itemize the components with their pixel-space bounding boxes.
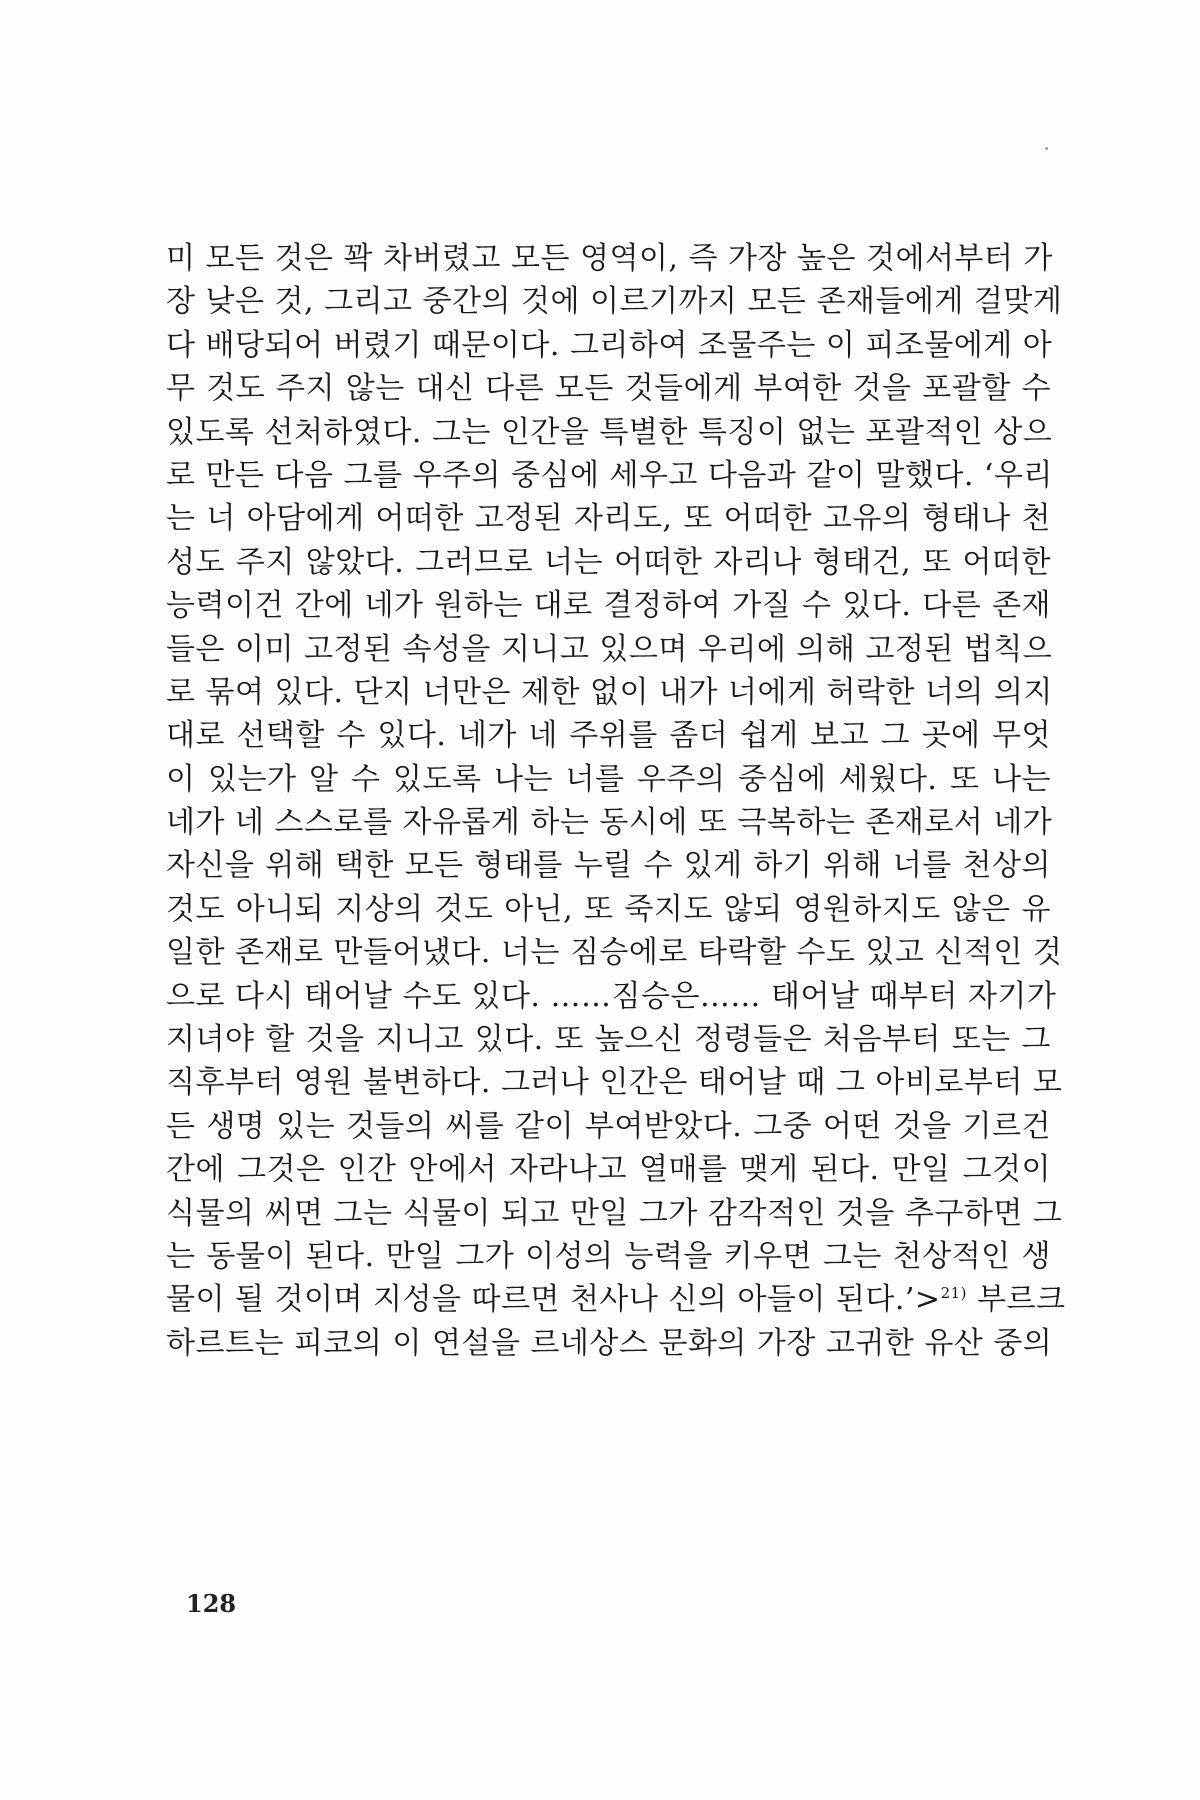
line-continuation: 부르크 xyxy=(967,1282,1066,1318)
text-line: 로 만든 다음 그를 우주의 중심에 세우고 다음과 같이 말했다. ‘우리 xyxy=(166,457,1053,493)
text-line: 성도 주지 않았다. 그러므로 너는 어떠한 자리나 형태건, 또 어떠한 xyxy=(166,544,1051,580)
body-text xyxy=(166,237,1066,1365)
text-line: 능력이건 간에 네가 원하는 대로 결정하여 가질 수 있다. 다른 존재 xyxy=(166,588,1051,624)
text-line: 있도록 선처하였다. 그는 인간을 특별한 특징이 없는 포괄적인 상으 xyxy=(166,414,1053,450)
text-line: 자신을 위해 택한 모든 형태를 누릴 수 있게 하기 위해 너를 천상의 xyxy=(166,848,1051,884)
text-line: 으로 다시 태어날 수도 있다. ……짐승은…… 태어날 때부터 자기가 xyxy=(166,978,1057,1014)
page-number: 128 xyxy=(186,1589,237,1618)
text-line: 미 모든 것은 꽉 차버렸고 모든 영역이, 즉 가장 높은 것에서부터 가 xyxy=(166,241,1053,276)
text-line: 것도 아니되 지상의 것도 아닌, 또 죽지도 않되 영원하지도 않은 유 xyxy=(166,891,1051,927)
text-line: 무 것도 주지 않는 대신 다른 모든 것들에게 부여한 것을 포괄할 수 xyxy=(166,371,1051,407)
text-line: 는 너 아담에게 어떠한 고정된 자리도, 또 어떠한 고유의 형태나 천 xyxy=(166,501,1051,537)
text-line: 네가 네 스스로를 자유롭게 하는 동시에 또 극복하는 존재로서 네가 xyxy=(166,805,1053,841)
text-line: 로 묶여 있다. 단지 너만은 제한 없이 내가 너에게 허락한 너의 의지 xyxy=(166,674,1053,710)
footnote-reference: 21) xyxy=(940,1284,968,1303)
text-line: 다 배당되어 버렸기 때문이다. 그리하여 조물주는 이 피조물에게 아 xyxy=(166,327,1053,363)
text-line: 하르트는 피코의 이 연설을 르네상스 문화의 가장 고귀한 유산 중의 xyxy=(166,1325,1053,1361)
text-line: 일한 존재로 만들어냈다. 너는 짐승에로 타락할 수도 있고 신적인 것 xyxy=(166,935,1063,971)
text-line-with-footnote xyxy=(166,1278,1066,1321)
quote-end-text: 물이 될 것이며 지성을 따르면 천사나 신의 아들이 된다.’> xyxy=(166,1282,941,1318)
text-line: 직후부터 영원 불변하다. 그러나 인간은 태어날 때 그 아비로부터 모 xyxy=(166,1065,1063,1101)
text-line: 지녀야 할 것을 지니고 있다. 또 높으신 정령들은 처음부터 또는 그 xyxy=(166,1022,1051,1058)
text-line: 이 있는가 알 수 있도록 나는 너를 우주의 중심에 세웠다. 또 나는 xyxy=(166,761,1051,797)
text-line: 는 동물이 된다. 만일 그가 이성의 능력을 키우면 그는 천상적인 생 xyxy=(166,1238,1051,1274)
text-line: 식물의 씨면 그는 식물이 되고 만일 그가 감각적인 것을 추구하면 그 xyxy=(166,1195,1063,1231)
text-line: 장 낮은 것, 그리고 중간의 것에 이르기까지 모든 존재들에게 걸맞게 xyxy=(166,284,1063,320)
text-line: 대로 선택할 수 있다. 네가 네 주위를 좀더 쉽게 보고 그 곳에 무엇 xyxy=(166,718,1051,754)
scan-speck xyxy=(1045,147,1048,150)
text-line: 들은 이미 고정된 속성을 지니고 있으며 우리에 의해 고정된 법칙으 xyxy=(166,631,1053,667)
text-line: 든 생명 있는 것들의 씨를 같이 부여받았다. 그중 어떤 것을 기르건 xyxy=(166,1108,1051,1144)
text-line: 간에 그것은 인간 안에서 자라나고 열매를 맺게 된다. 만일 그것이 xyxy=(166,1152,1051,1188)
